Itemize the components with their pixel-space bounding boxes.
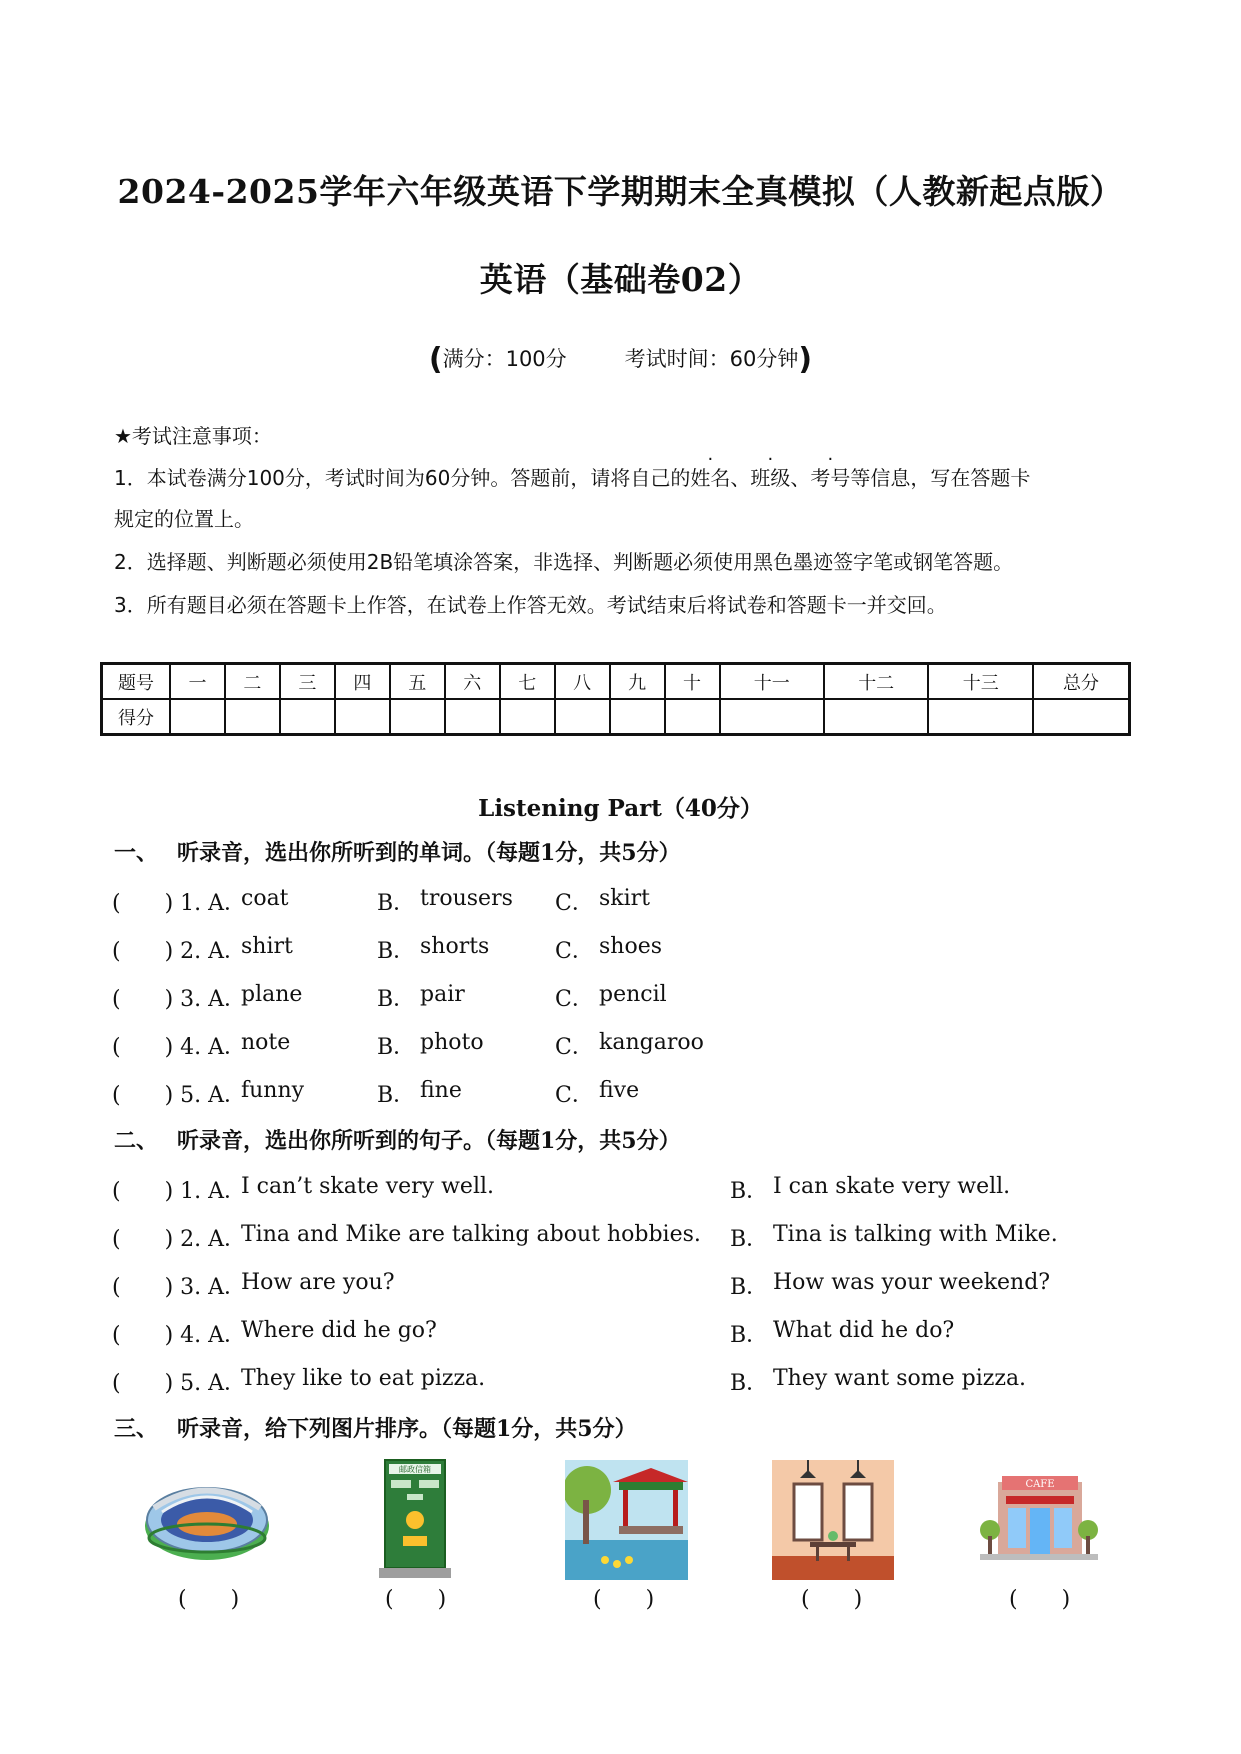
- emphasis-name: 姓名: [690, 466, 731, 490]
- listening-part-title: Listening Part（40分）: [478, 795, 763, 822]
- park-pavilion-image: [565, 1460, 688, 1580]
- notice-item-1: 1．本试卷满分100分，考试时间为60分钟。答题前，请将自己的姓名、班级、考号等信息，写在答题卡: [114, 466, 1031, 490]
- score-table-score-row: [102, 699, 1130, 735]
- score-header-cell: 六: [445, 664, 500, 700]
- score-header-cell: 四: [335, 664, 390, 700]
- score-cell: [445, 699, 500, 735]
- score-header-cell: 十三: [928, 664, 1033, 700]
- score-cell: [335, 699, 390, 735]
- notice-item-3: 3．所有题目必须在答题卡上作答，在试卷上作答无效。考试结束后将试卷和答题卡一并交回。: [114, 593, 947, 617]
- emphasis-number: 考号: [810, 466, 851, 490]
- score-cell: [824, 699, 928, 735]
- stadium-image: [142, 1468, 272, 1564]
- section-2-heading: 二、 听录音，选出你所听到的句子。（每题1分，共5分）: [114, 1128, 681, 1154]
- score-header-cell: 题号: [102, 664, 171, 700]
- score-table: [100, 662, 1131, 736]
- exam-meta: (满分：100分 考试时间：60分钟): [428, 342, 813, 377]
- score-cell: [665, 699, 720, 735]
- score-cell: [390, 699, 445, 735]
- score-header-cell: 十一: [720, 664, 824, 700]
- score-cell: [225, 699, 280, 735]
- score-row-label: 得分: [102, 699, 171, 735]
- exam-title: 2024-2025学年六年级英语下学期期末全真模拟（人教新起点版）: [117, 172, 1124, 211]
- answer-blank[interactable]: ( ): [801, 1587, 863, 1612]
- score-header-cell: 九: [610, 664, 665, 700]
- score-header-cell: 一: [170, 664, 225, 700]
- full-score: 满分：100分: [442, 347, 567, 371]
- cafe-image: [980, 1476, 1098, 1560]
- answer-blank[interactable]: ( ): [1009, 1587, 1071, 1612]
- postbox-image: [379, 1458, 451, 1580]
- answer-blank[interactable]: ( ): [593, 1587, 655, 1612]
- score-header-cell: 十二: [824, 664, 928, 700]
- emphasis-class: 班级: [750, 466, 791, 490]
- cafe-sign: CAFE: [1025, 1479, 1055, 1490]
- score-header-cell: 八: [555, 664, 610, 700]
- exam-time: 考试时间：60分钟: [624, 347, 799, 371]
- score-cell: [610, 699, 665, 735]
- score-cell: [928, 699, 1033, 735]
- score-cell: [500, 699, 555, 735]
- score-header-cell: 五: [390, 664, 445, 700]
- score-header-cell: 三: [280, 664, 335, 700]
- score-table-header-row: [102, 664, 1130, 700]
- score-cell: [280, 699, 335, 735]
- score-cell: [720, 699, 824, 735]
- section-3-heading: 三、 听录音，给下列图片排序。（每题1分，共5分）: [114, 1416, 637, 1442]
- score-cell: [170, 699, 225, 735]
- section-1-heading: 一、 听录音，选出你所听到的单词。（每题1分，共5分）: [114, 840, 681, 866]
- score-header-cell: 总分: [1033, 664, 1130, 700]
- notice-heading: ★考试注意事项：: [114, 424, 272, 448]
- answer-blank[interactable]: ( ): [178, 1587, 240, 1612]
- notice-item-2: 2．选择题、判断题必须使用2B铅笔填涂答案，非选择、判断题必须使用黑色墨迹签字笔或钢笔答题。: [114, 550, 1014, 574]
- answer-blank[interactable]: ( ): [385, 1587, 447, 1612]
- score-cell: [555, 699, 610, 735]
- postbox-sign: 邮政信箱: [399, 1465, 431, 1474]
- score-header-cell: 二: [225, 664, 280, 700]
- notice-item-1-cont: 规定的位置上。: [114, 507, 254, 531]
- score-cell: [1033, 699, 1130, 735]
- exam-subtitle: 英语（基础卷02）: [479, 260, 762, 299]
- score-header-cell: 十: [665, 664, 720, 700]
- score-header-cell: 七: [500, 664, 555, 700]
- restaurant-image: [772, 1460, 894, 1580]
